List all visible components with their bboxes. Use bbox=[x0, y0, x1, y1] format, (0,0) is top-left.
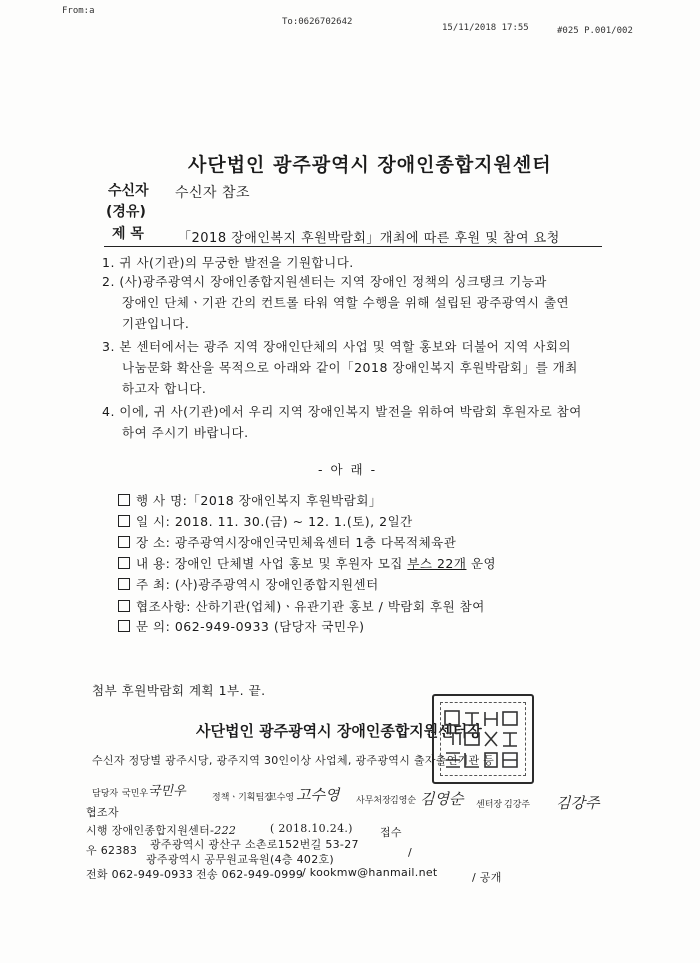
detail-item bbox=[118, 533, 456, 551]
paragraph-line: 하고자 합니다. bbox=[122, 381, 207, 396]
via-label: (경유) bbox=[106, 204, 146, 220]
fax-number: 전송 062-949-0999 bbox=[196, 868, 304, 881]
paragraph-number: 4. bbox=[102, 404, 115, 419]
paragraph-2 bbox=[102, 272, 547, 290]
paragraph-line: 하여 주시기 바랍니다. bbox=[122, 425, 249, 440]
approval-signature: 김강주 bbox=[556, 794, 600, 812]
checkbox-icon bbox=[118, 600, 130, 612]
attachment-note: 첨부 후원박람회 계획 1부. 끝. bbox=[92, 683, 266, 698]
paragraph-number: 2. bbox=[102, 274, 115, 289]
enforcement-number: 222 bbox=[214, 824, 237, 837]
address-slash: / bbox=[408, 846, 413, 859]
enforcement-label: 시행 bbox=[86, 824, 108, 837]
detail-value: 광주광역시장애인국민체육센터 1층 다목적체육관 bbox=[174, 535, 457, 550]
email: / kookmw@hanmail.net bbox=[302, 866, 438, 879]
paragraph-4 bbox=[102, 402, 582, 420]
approval-name: 김강주 bbox=[504, 800, 531, 810]
checkbox-icon bbox=[118, 536, 130, 548]
below-marker: - 아 래 - bbox=[318, 462, 378, 477]
detail-value: 산하기관(업체)ㆍ유관기관 홍보 / 박람회 후원 참여 bbox=[195, 599, 485, 614]
postal-code: 우 62383 bbox=[86, 844, 138, 857]
approval-name: 국민우 bbox=[122, 789, 149, 799]
approval-role: 센터장 bbox=[476, 800, 503, 810]
paragraph-line: 귀 사(기관)의 무궁한 발전을 기원합니다. bbox=[119, 255, 354, 270]
approval-role: 정책ㆍ기획팀장 bbox=[212, 793, 273, 803]
detail-label: 행 사 명: bbox=[136, 493, 188, 508]
detail-item bbox=[118, 512, 413, 530]
detail-item bbox=[118, 554, 496, 572]
approval-name: 고수영 bbox=[268, 793, 295, 803]
approval-signature: 고수영 bbox=[296, 786, 340, 804]
detail-label: 장 소: bbox=[136, 535, 171, 550]
checkbox-icon bbox=[118, 620, 130, 632]
fax-from: From:a bbox=[62, 6, 95, 16]
signer-title: 사단법인 광주광역시 장애인종합지원센터장 bbox=[196, 722, 482, 740]
paragraph-line: 장애인 단체ㆍ기관 간의 컨트롤 타워 역할 수행을 위해 설립된 광주광역시 출연 bbox=[122, 295, 570, 310]
enforcement-org: 장애인종합지원센터- bbox=[111, 824, 215, 837]
paragraph-number: 1. bbox=[102, 255, 115, 270]
detail-highlight: 부스 22개 bbox=[407, 556, 467, 571]
detail-item bbox=[118, 575, 379, 593]
subject-divider bbox=[104, 246, 602, 247]
approval-role: 사무처장 bbox=[356, 796, 391, 806]
checkbox-icon bbox=[118, 578, 130, 590]
approval-role: 담당자 bbox=[92, 789, 119, 799]
official-seal bbox=[432, 694, 534, 784]
detail-suffix: 운영 bbox=[470, 556, 497, 571]
paragraph-number: 3. bbox=[102, 339, 115, 354]
paragraph-3 bbox=[102, 337, 571, 355]
paragraph-line: 기관입니다. bbox=[122, 316, 190, 331]
fax-page: #025 P.001/002 bbox=[557, 26, 633, 36]
paragraph-line: 나눔문화 확산을 목적으로 아래와 같이「2018 장애인복지 후원박람회」를 개최 bbox=[122, 360, 578, 375]
paragraph-line: 본 센터에서는 광주 지역 장애인단체의 사업 및 역할 홍보와 더불어 지역 사회의 bbox=[119, 339, 572, 354]
detail-label: 일 시: bbox=[136, 514, 171, 529]
detail-value: (사)광주광역시 장애인종합지원센터 bbox=[174, 577, 379, 592]
detail-value: 장애인 단체별 사업 홍보 및 후원자 모집 bbox=[174, 556, 403, 571]
detail-label: 내 용: bbox=[136, 556, 171, 571]
detail-value: 2018. 11. 30.(금) ~ 12. 1.(토), 2일간 bbox=[174, 514, 413, 529]
receive-label: 접수 bbox=[380, 826, 402, 839]
cooperator-label: 협조자 bbox=[86, 806, 119, 819]
approval-name: 김영순 bbox=[390, 796, 417, 806]
paragraph-line: 이에, 귀 사(기관)에서 우리 지역 장애인복지 발전을 위하여 박람회 후원자로 참여 bbox=[119, 404, 582, 419]
enforcement-date: ( 2018.10.24.) bbox=[270, 822, 353, 835]
public-status: / 공개 bbox=[472, 871, 502, 884]
address-line-2: 광주광역시 공무원교육원(4층 402호) bbox=[146, 853, 335, 866]
phone: 전화 062-949-0933 bbox=[86, 868, 194, 881]
approval-signature: 국민우 bbox=[148, 784, 186, 799]
detail-item bbox=[118, 597, 485, 615]
paragraph-line: (사)광주광역시 장애인종합지원센터는 지역 장애인 정책의 싱크탱크 기능과 bbox=[119, 274, 547, 289]
recipient-value: 수신자 참조 bbox=[175, 185, 251, 201]
detail-label: 협조사항: bbox=[136, 599, 192, 614]
detail-value: 「2018 장애인복지 후원박람회」 bbox=[187, 493, 382, 508]
paragraph-1 bbox=[102, 253, 354, 271]
detail-item bbox=[118, 617, 365, 635]
checkbox-icon bbox=[118, 494, 130, 506]
document-title: 사단법인 광주광역시 장애인종합지원센터 bbox=[188, 154, 552, 176]
detail-label: 문 의: bbox=[136, 619, 171, 634]
fax-to: To:0626702642 bbox=[282, 17, 353, 27]
approval-signature: 김영순 bbox=[420, 790, 464, 808]
detail-label: 주 최: bbox=[136, 577, 171, 592]
checkbox-icon bbox=[118, 557, 130, 569]
subject-value: 「2018 장애인복지 후원박람회」개최에 따른 후원 및 참여 요청 bbox=[178, 231, 560, 246]
detail-value: 062-949-0933 (담당자 국민우) bbox=[174, 619, 365, 634]
subject-label: 제 목 bbox=[112, 226, 144, 242]
address-line-1: 광주광역시 광산구 소촌로152번길 53-27 bbox=[150, 838, 359, 851]
checkbox-icon bbox=[118, 515, 130, 527]
detail-item bbox=[118, 491, 382, 509]
fax-datetime: 15/11/2018 17:55 bbox=[442, 23, 529, 33]
recipients-list: 수신자 정당별 광주시당, 광주지역 30인이상 사업체, 광주광역시 출자출연기관 등 bbox=[92, 754, 495, 767]
recipient-label: 수신자 bbox=[108, 183, 149, 199]
